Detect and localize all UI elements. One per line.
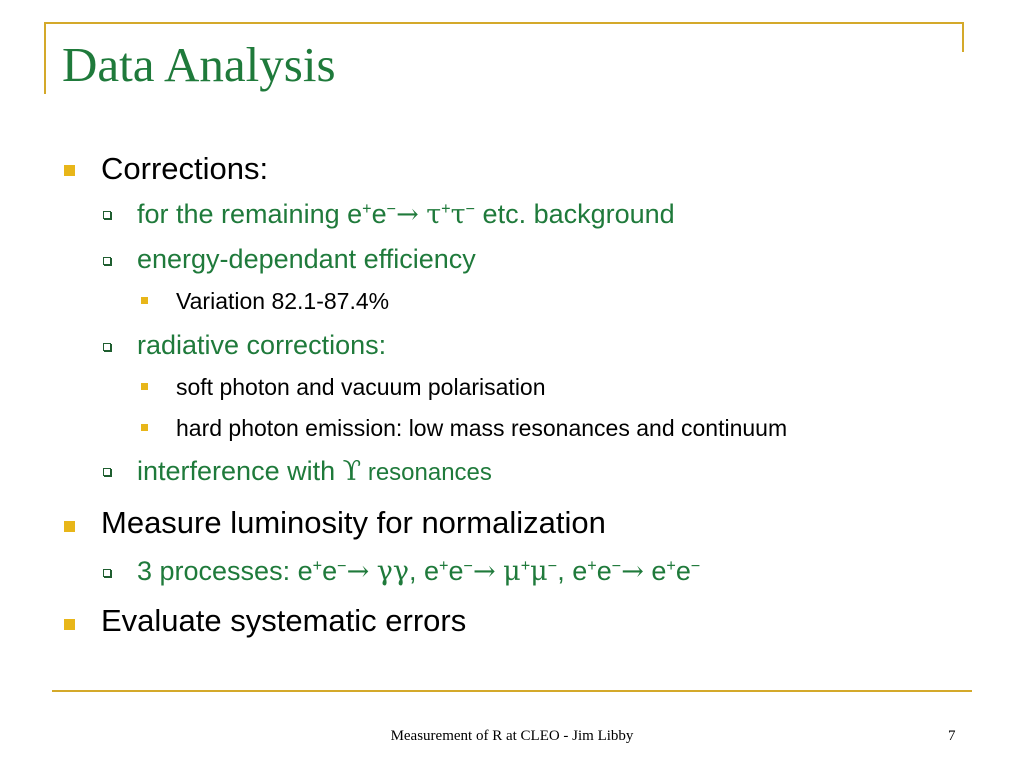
plus-sign: + [666,557,676,576]
title-frame-right-rule [962,22,964,52]
upsilon-glyph: ϒ [342,456,362,487]
arrow-glyph: → [396,199,419,230]
bullet-hard-photon: hard photon emission: low mass resonances and continuum [176,415,788,441]
footer-text: Measurement of R at CLEO - Jim Libby [390,728,634,744]
processes-text-2: e [322,556,338,586]
bullet-square-icon [64,521,75,532]
bullet-hollow-square-icon [103,211,111,219]
processes-text-3: , e [408,556,440,586]
tau-bg-text-1: for the remaining e [137,199,363,229]
processes-text-6: e [596,556,612,586]
processes-text-7: e [643,556,667,586]
arrow-glyph: → [621,556,644,587]
title-frame-top-rule [44,22,964,24]
processes-text-8: e [675,556,691,586]
bullet-interference [137,458,492,485]
slide-title: Data Analysis [62,37,336,92]
interference-text-1: interference with [137,456,343,486]
minus-sign: − [337,557,347,576]
bullet-hollow-square-icon [103,257,111,265]
bullet-luminosity: Measure luminosity for normalization [101,505,606,540]
tau-bg-text-2: e [371,199,387,229]
arrow-glyph: → [346,556,370,587]
bullet-hollow-square-icon [103,569,111,577]
tau-glyph: τ [426,199,442,230]
mu-glyph: μ [530,556,548,587]
bullet-hollow-square-icon [103,343,111,351]
bullet-square-icon [64,165,75,176]
minus-sign: − [386,200,397,219]
tau-glyph: τ [450,199,466,230]
gamma-gamma-glyph: γγ [376,556,409,587]
page-number: 7 [948,728,956,744]
arrow-glyph: → [472,556,496,587]
bullet-variation: Variation 82.1-87.4% [176,288,390,314]
plus-sign: + [520,557,531,576]
minus-sign: − [547,557,558,576]
plus-sign: + [439,557,449,576]
minus-sign: − [690,557,701,576]
bullet-tau-background [137,201,675,228]
minus-sign: − [463,557,473,576]
title-frame-left-rule [44,22,46,94]
plus-sign: + [362,200,372,219]
processes-text-5: , e [557,556,588,586]
bullet-corrections: Corrections: [101,151,269,186]
minus-sign: − [611,557,622,576]
minus-sign: − [465,200,476,219]
bullet-systematic-errors: Evaluate systematic errors [101,603,467,638]
bullet-soft-photon: soft photon and vacuum polarisation [176,374,546,400]
bullet-square-icon [141,424,148,431]
processes-text-1: 3 processes: e [137,556,313,586]
bullet-radiative-corrections: radiative corrections: [137,330,387,360]
mu-glyph: μ [503,556,521,587]
plus-sign: + [587,557,597,576]
bullet-processes [137,558,700,585]
interference-text-2: resonances [361,459,492,486]
bullet-square-icon [141,383,148,390]
bullet-square-icon [64,619,75,630]
bullet-hollow-square-icon [103,468,111,476]
processes-text-4: e [448,556,464,586]
footer-rule [52,690,972,692]
tau-bg-text-3: etc. background [475,199,675,229]
plus-sign: + [312,557,323,576]
bullet-efficiency: energy-dependant efficiency [137,244,476,274]
plus-sign: + [441,200,451,219]
bullet-square-icon [141,297,148,304]
